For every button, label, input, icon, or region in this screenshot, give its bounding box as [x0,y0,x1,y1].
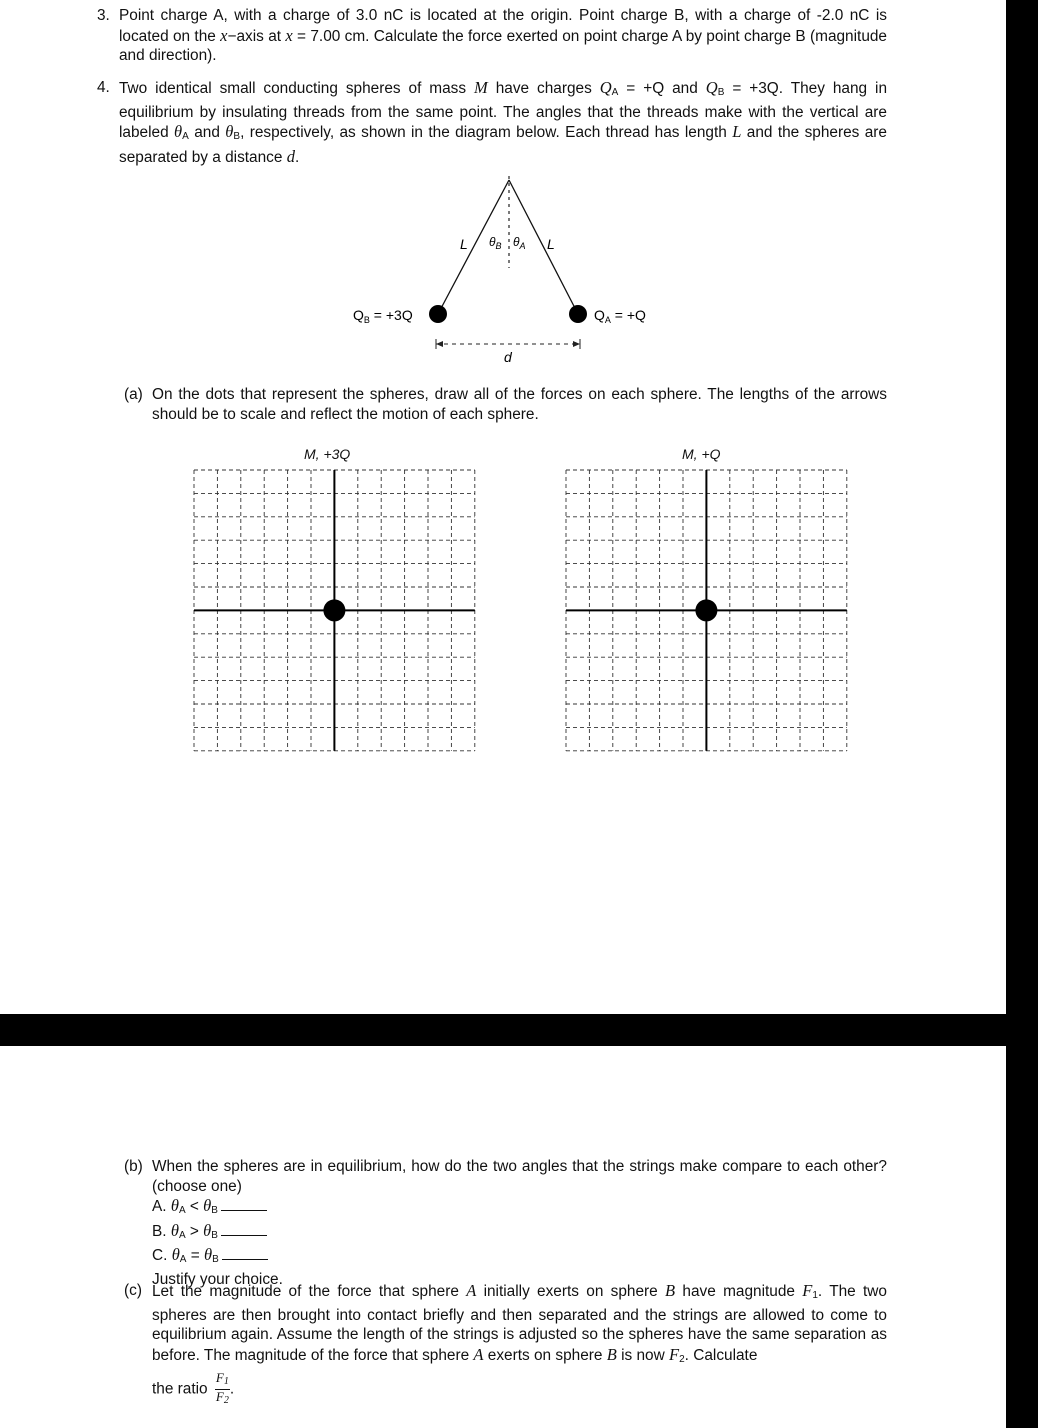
sphere-a [569,305,587,323]
question-text: Point charge A, with a charge of 3.0 nC is located at the origin. Point charge B, with a charge of -2.0 nC is located on the x−axis at x = 7.00 cm. Calculate the force exerted on point charge A by point charge B (magnitude and direction). [119,7,887,65]
page-divider [0,1014,1006,1046]
choice-a[interactable]: A. $\theta_A < \theta_B$ [152,1196,887,1221]
part-b-text: When the spheres are in equilibrium, how do the two angles that the strings make compare to each other? (choose one) [152,1158,887,1195]
angle-a-label: $\theta_A$ [513,235,526,251]
question-text: Two identical small conducting spheres of mass M have charges $Q_A = +Q$ and $Q_B = +3Q$. They hang in equilibrium by insulating threads from the same point. The angles that the threads make with the vertical are labeled $\theta_A$ and $\theta_B$, respectively, as shown in the diagram below. Each thread has length L and the spheres are separated by a distance d. [119,78,888,166]
grid-title: M, +Q [682,446,721,462]
grid-drawing[interactable] [190,440,480,756]
distance-arrow-right [573,341,580,347]
angle-b-label: $\theta_B$ [489,235,502,251]
distance-label: d [504,349,512,365]
sphere-a-label: $Q_A = +Q$ [594,307,646,325]
question-number: 3. [97,7,110,24]
right-edge-band [1006,0,1038,1428]
answer-blank [222,1249,268,1260]
choice-c[interactable]: C. $\theta_A = \theta_B$ [152,1245,887,1270]
part-b: (b) When the spheres are in equilibrium, how do the two angles that the strings make compare to each other? (choose one) A. $\theta_A < \theta_B$ B. $\theta_A > \theta_B$ C. $\theta_A = \theta_B$ Justify your choice. [124,1158,887,1288]
thread-length-label-right: L [547,236,555,252]
distance-arrow-left [436,341,443,347]
ratio-fraction: $\frac{F_1}{F_2}$ [215,1370,229,1407]
part-c: (c) Let the magnitude of the force that sphere A initially exerts on sphere B have magnitude $F_1$. The two spheres are then brought into contact briefly and then separated and the strings are allowed to come to equilibrium again. Assume the length of the strings is adjusted so the spheres have the same separation as before. The magnitude of the force that sphere A exerts on sphere B is now $F_2$. Calculate the ratio $\frac{F_1}{F_2}$ . [124,1281,887,1407]
ratio-line: the ratio $\frac{F_1}{F_2}$ . [152,1370,235,1407]
question-3 [97,6,887,66]
force-grid-b [190,440,480,756]
part-a: (a) On the dots that represent the spheres, draw all of the forces on each sphere. The lengths of the arrows should be to scale and reflect the motion of each sphere. [124,386,887,423]
grid-title: M, +3Q [304,446,351,462]
force-grid-a [562,440,852,756]
answer-blank [221,1200,267,1211]
sphere-dot [695,599,717,621]
sphere-dot [323,599,345,621]
sphere-b [429,305,447,323]
question-number: 4. [97,79,110,96]
thread-length-label-left: L [460,236,468,252]
question-4 [97,78,887,167]
pendulum-diagram [330,170,690,370]
answer-blank [221,1225,267,1236]
choice-b[interactable]: B. $\theta_A > \theta_B$ [152,1221,887,1246]
sphere-b-label: $Q_B = +3Q$ [353,307,413,325]
page-bottom [0,1046,1006,1428]
justify-prompt: Justify your choice. [152,1270,283,1288]
grid-drawing[interactable] [562,440,852,756]
